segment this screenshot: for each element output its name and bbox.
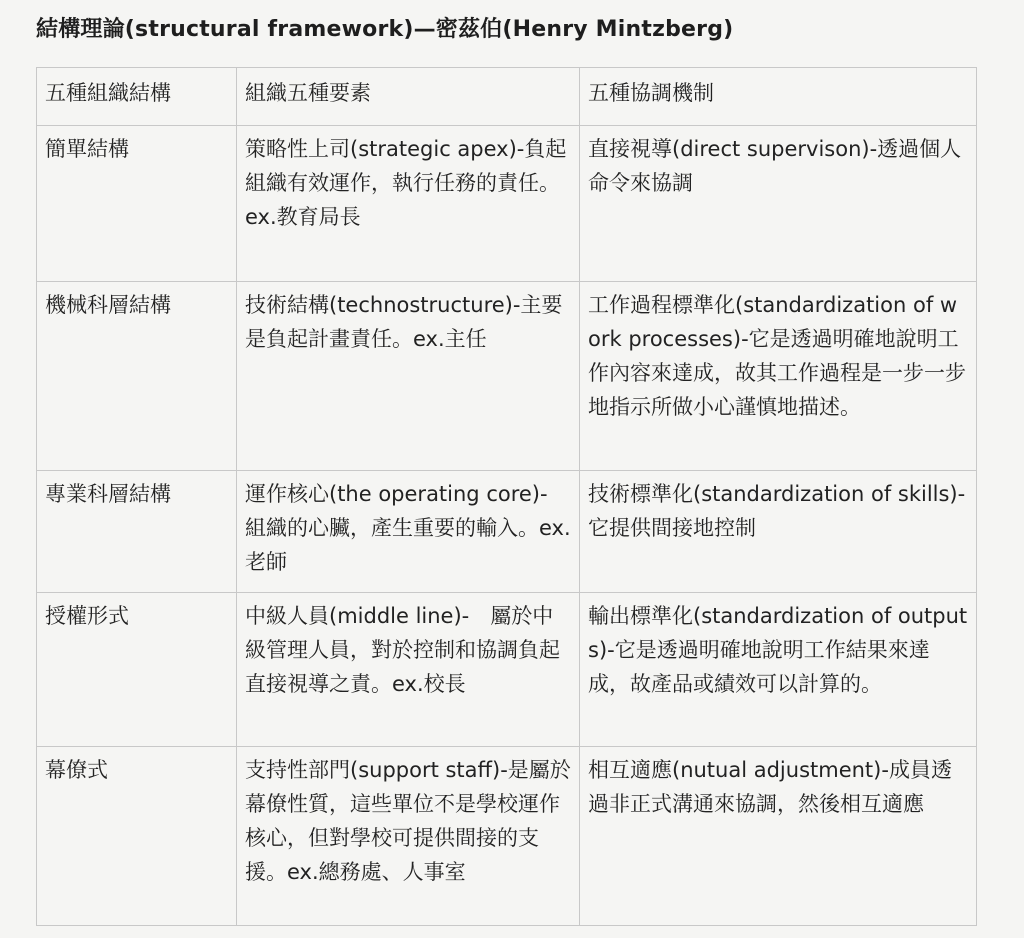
cell-element: 運作核心(the operating core)- 組織的心臟，產生重要的輸入。ex.老師 [237, 471, 580, 593]
cell-mechanism: 工作過程標準化(standardization of work processes)-它是透過明確地說明工作內容來達成，故其工作過程是一步一步地指示所做小心謹慎地描述。 [580, 282, 977, 471]
cell-mechanism: 直接視導(direct supervison)-透過個人命令來協調 [580, 126, 977, 282]
page-title: 結構理論(structural framework)—密茲伯(Henry Mintzberg) [36, 17, 734, 42]
cell-element: 中級人員(middle line)- 屬於中級管理人員，對於控制和協調負起直接視導之責。ex.校長 [237, 593, 580, 747]
cell-structure: 專業科層結構 [37, 471, 237, 593]
cell-element: 策略性上司(strategic apex)-負起組織有效運作，執行任務的責任。ex.教育局長 [237, 126, 580, 282]
header-element: 組織五種要素 [237, 68, 580, 126]
table-row [37, 593, 977, 747]
cell-structure: 授權形式 [37, 593, 237, 747]
cell-structure: 簡單結構 [37, 126, 237, 282]
table-row [37, 126, 977, 282]
cell-mechanism: 技術標準化(standardization of skills)-它提供間接地控制 [580, 471, 977, 593]
cell-structure: 幕僚式 [37, 747, 237, 926]
header-mechanism: 五種協調機制 [580, 68, 977, 126]
cell-mechanism: 輸出標準化(standardization of outputs)-它是透過明確地說明工作結果來達成，故產品或績效可以計算的。 [580, 593, 977, 747]
table-row [37, 282, 977, 471]
cell-structure: 機械科層結構 [37, 282, 237, 471]
mintzberg-table [36, 67, 977, 926]
table-header-row [37, 68, 977, 126]
header-structure: 五種組織結構 [37, 68, 237, 126]
cell-mechanism: 相互適應(nutual adjustment)-成員透過非正式溝通來協調，然後相互適應 [580, 747, 977, 926]
table-row [37, 747, 977, 926]
cell-element: 技術結構(technostructure)-主要是負起計畫責任。ex.主任 [237, 282, 580, 471]
cell-element: 支持性部門(support staff)-是屬於幕僚性質，這些單位不是學校運作核心，但對學校可提供間接的支援。ex.總務處、人事室 [237, 747, 580, 926]
table-row [37, 471, 977, 593]
